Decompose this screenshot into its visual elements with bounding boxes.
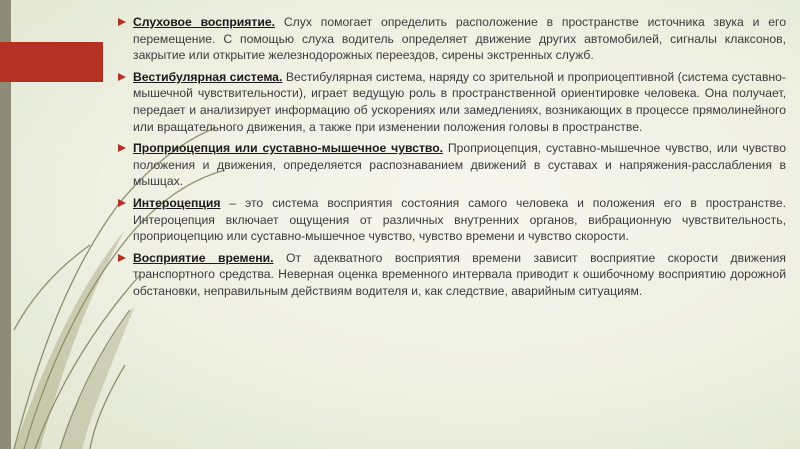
bullet-arrow-icon [118,73,126,81]
bullet-item-vestibular [118,69,786,135]
bullet-item-time-perception [118,250,786,300]
bullet-item-interoception [118,195,786,245]
bullet-arrow-icon [118,144,126,152]
accent-tab [0,42,103,82]
bullet-arrow-icon [118,199,126,207]
bullet-arrow-icon [118,254,126,262]
item-text: Проприоцепция, суставно-мышечное чувство, или чувство положения и движения, определяется распознаванием движений в суставах и напряжения-расслабления в мышцах. [133,141,786,189]
term-label: Проприоцепция или суставно-мышечное чувство. [133,141,444,156]
bullet-item-hearing [118,14,786,64]
bullet-arrow-icon [118,18,126,26]
item-text: От адекватного восприятия времени зависит восприятие скорости движения транспортного средства. Неверная оценка временного интервала приводит к ошибочному восприятию дорожной обстановки, неправильным действиям водителя и, как следствие, аварийным ситуациям. [133,250,786,298]
term-label: Вестибулярная система. [133,69,283,84]
bullet-item-proprioception [118,140,786,190]
item-text: – это система восприятия состояния самого человека и положения его в пространстве. Интероцепция включает ощущения от различных внутренних органов, вибрационную чувствительность, проприоцепцию или суставно-мышечное чувство, чувство времени и чувство скорости. [133,195,786,244]
term-label: Интероцепция [133,195,221,210]
term-label: Слуховое восприятие. [133,15,276,29]
item-text: Вестибулярная система, наряду со зрительной и проприоцептивной (система суставно-мышечной чувствительности), играет ведущую роль в пространственной ориентировке человека. Она получает, передает и анализирует информацию об ускорениях или замедлениях, возникающих в процессе прямолинейного или вращательного движения, а также при изменении положения головы в пространстве. [133,69,786,134]
slide-content [118,14,786,305]
term-label: Восприятие времени. [133,250,274,265]
item-text: Слух помогает определить расположение в пространстве источника звука и его перемещение. С помощью слуха водитель определяет движение других автомобилей, сигналы клаксонов, закрытие или открытие железнодорожных переездов, сирены экстренных служб. [133,15,786,63]
